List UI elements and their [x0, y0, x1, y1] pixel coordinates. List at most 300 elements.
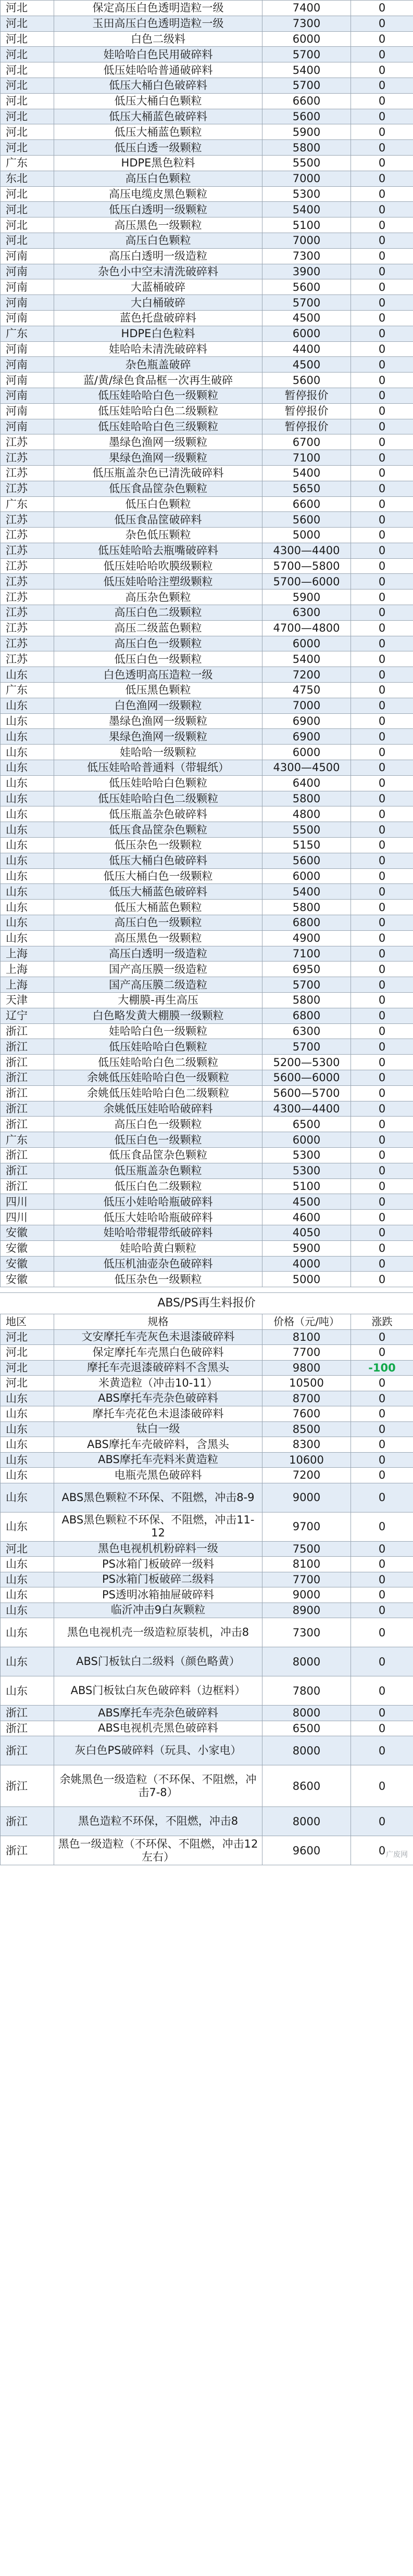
table-row — [1, 775, 413, 791]
price-cell: 5700 — [262, 78, 351, 93]
region-cell: 山东 — [1, 1587, 54, 1603]
spec-cell: 低压白透一级颗粒 — [54, 140, 262, 156]
region-cell: 河南 — [1, 403, 54, 419]
spec-cell: 高压黑色一级颗粒 — [54, 930, 262, 946]
spec-cell: 低压杂色一级颗粒 — [54, 838, 262, 853]
region-cell: 辽宁 — [1, 1008, 54, 1023]
spec-cell: 低压杂色一级颗粒 — [54, 1272, 262, 1287]
spec-cell: 文安摩托车壳灰色未退漆破碎料 — [54, 1329, 262, 1345]
spec-cell: 低压大桶蓝色破碎料 — [54, 884, 262, 900]
spec-cell: 低压娃哈哈普通料（带辊纸） — [54, 760, 262, 776]
price-cell: 8700 — [262, 1391, 351, 1406]
spec-cell: 低压娃哈哈白色二级颗粒 — [54, 791, 262, 806]
change-cell: 0 — [351, 1178, 413, 1194]
region-cell: 安徽 — [1, 1240, 54, 1256]
price-cell: 5700 — [262, 977, 351, 993]
price-cell: 5700—5800 — [262, 558, 351, 574]
region-cell: 浙江 — [1, 1085, 54, 1101]
spec-cell: 钛白一级 — [54, 1421, 262, 1437]
change-cell: 0 — [351, 295, 413, 311]
price-cell: 4500 — [262, 1194, 351, 1210]
table-row — [1, 1541, 413, 1557]
region-cell: 山东 — [1, 1557, 54, 1572]
change-cell: 0 — [351, 853, 413, 868]
spec-cell: 墨绿色渔网一级颗粒 — [54, 713, 262, 729]
region-cell: 河南 — [1, 357, 54, 373]
region-cell: 江苏 — [1, 620, 54, 636]
region-cell: 江苏 — [1, 450, 54, 466]
price-cell: 4800 — [262, 806, 351, 822]
change-cell: 0 — [351, 1587, 413, 1603]
table-row — [1, 279, 413, 295]
region-cell: 河北 — [1, 124, 54, 140]
table-row — [1, 683, 413, 698]
region-cell: 山东 — [1, 1512, 54, 1541]
price-cell: 5300 — [262, 186, 351, 202]
spec-cell: 低压白透明一级颗粒 — [54, 202, 262, 217]
price-cell: 4400 — [262, 341, 351, 357]
region-cell: 浙江 — [1, 1807, 54, 1836]
price-cell: 8000 — [262, 1647, 351, 1676]
spec-cell: PS冰箱门板破碎二级料 — [54, 1572, 262, 1587]
price-cell: 5900 — [262, 1240, 351, 1256]
spec-cell: 杂色低压颗粒 — [54, 528, 262, 543]
change-cell: 0 — [351, 605, 413, 621]
region-cell: 浙江 — [1, 1070, 54, 1085]
change-cell: 0 — [351, 775, 413, 791]
table-row — [1, 1807, 413, 1836]
change-cell: 0 — [351, 1163, 413, 1178]
change-cell: 0 — [351, 1647, 413, 1676]
table-row — [1, 1360, 413, 1376]
change-cell: 0 — [351, 310, 413, 326]
region-cell: 河南 — [1, 310, 54, 326]
price-cell: 7000 — [262, 698, 351, 713]
price-cell: 7200 — [262, 667, 351, 683]
change-cell: 0 — [351, 1557, 413, 1572]
price-cell: 6000 — [262, 745, 351, 760]
spec-cell: 低压娃哈哈白色颗粒 — [54, 775, 262, 791]
table-row — [1, 528, 413, 543]
change-cell: 0 — [351, 574, 413, 589]
table-row — [1, 1070, 413, 1085]
table-header-row — [1, 1314, 413, 1330]
spec-cell: 低压娃哈哈去瓶嘴破碎料 — [54, 543, 262, 558]
region-cell: 江苏 — [1, 465, 54, 481]
price-cell: 6800 — [262, 915, 351, 931]
price-cell: 4700—4800 — [262, 620, 351, 636]
price-cell: 7300 — [262, 1618, 351, 1647]
change-cell: 0 — [351, 155, 413, 171]
region-cell: 浙江 — [1, 1836, 54, 1865]
table-row — [1, 341, 413, 357]
table-row — [1, 745, 413, 760]
price-cell: 8900 — [262, 1603, 351, 1618]
change-cell: 0 — [351, 264, 413, 279]
table-row — [1, 171, 413, 186]
region-cell: 四川 — [1, 1194, 54, 1210]
change-cell: 0 — [351, 341, 413, 357]
table-row — [1, 930, 413, 946]
table-row — [1, 868, 413, 884]
spec-cell: 低压娃哈哈白色三级颗粒 — [54, 419, 262, 434]
region-cell: 河北 — [1, 93, 54, 109]
region-cell: 河北 — [1, 109, 54, 124]
table-row — [1, 481, 413, 496]
table-row — [1, 993, 413, 1008]
spec-cell: ABS摩托车壳杂色破碎料 — [54, 1706, 262, 1721]
table-row — [1, 838, 413, 853]
change-cell: -100 — [351, 1360, 413, 1376]
table-row — [1, 295, 413, 311]
spec-cell: 低压大娃哈哈瓶破碎料 — [54, 1210, 262, 1225]
price-cell: 6950 — [262, 962, 351, 977]
table-row — [1, 1345, 413, 1361]
table-row — [1, 1256, 413, 1272]
change-cell: 0 — [351, 543, 413, 558]
region-cell: 河北 — [1, 1329, 54, 1345]
spec-cell: 电瓶壳黑色破碎料 — [54, 1468, 262, 1483]
spec-cell: 低压大桶白色破碎料 — [54, 853, 262, 868]
spec-cell: 白色略发黄大棚膜一级颗粒 — [54, 1008, 262, 1023]
spec-cell: 杂色瓶盖破碎 — [54, 357, 262, 373]
spec-cell: 高压二级蓝色颗粒 — [54, 620, 262, 636]
change-cell: 0 — [351, 1406, 413, 1422]
price-cell: 5800 — [262, 140, 351, 156]
change-cell: 0 — [351, 1603, 413, 1618]
table-row — [1, 1603, 413, 1618]
change-cell: 0 — [351, 1437, 413, 1453]
price-cell: 9700 — [262, 1512, 351, 1541]
spec-cell: 蓝色托盘破碎料 — [54, 310, 262, 326]
change-cell: 0 — [351, 47, 413, 62]
price-cell: 6000 — [262, 636, 351, 651]
region-cell: 山东 — [1, 1468, 54, 1483]
change-cell: 0 — [351, 1070, 413, 1085]
price-cell: 暂停报价 — [262, 403, 351, 419]
price-cell: 5000 — [262, 528, 351, 543]
price-cell: 6000 — [262, 1132, 351, 1148]
price-cell: 4300—4500 — [262, 760, 351, 776]
region-cell: 浙江 — [1, 1147, 54, 1163]
spec-cell: 高压白色一级颗粒 — [54, 1117, 262, 1132]
change-cell: 0 — [351, 683, 413, 698]
region-cell: 浙江 — [1, 1736, 54, 1765]
table-row — [1, 465, 413, 481]
spec-cell: 低压娃哈哈白色二级颗粒 — [54, 403, 262, 419]
spec-cell: 低压大桶白色一级颗粒 — [54, 868, 262, 884]
table-row — [1, 760, 413, 776]
change-cell: 0 — [351, 1039, 413, 1055]
price-cell: 6500 — [262, 1721, 351, 1736]
table-row — [1, 78, 413, 93]
change-cell: 0 — [351, 1256, 413, 1272]
table-row — [1, 248, 413, 264]
table-row — [1, 729, 413, 745]
region-cell: 山东 — [1, 729, 54, 745]
price-cell: 5700 — [262, 47, 351, 62]
price-cell: 4750 — [262, 683, 351, 698]
change-cell: 0 — [351, 636, 413, 651]
spec-cell: ABS黑色颗粒不环保、不阻燃，冲击11-12 — [54, 1512, 262, 1541]
price-cell: 5400 — [262, 62, 351, 78]
region-cell: 河南 — [1, 295, 54, 311]
table-row — [1, 636, 413, 651]
header-price: 价格（元/吨） — [262, 1314, 351, 1330]
region-cell: 河北 — [1, 47, 54, 62]
region-cell: 山东 — [1, 1406, 54, 1422]
spec-cell: 保定高压白色透明造粒一级 — [54, 1, 262, 16]
spec-cell: 高压杂色颗粒 — [54, 589, 262, 605]
price-cell: 4500 — [262, 310, 351, 326]
change-cell: 0 — [351, 419, 413, 434]
table-row — [1, 109, 413, 124]
spec-cell: 余姚黑色一级造粒（不环保、不阻燃，冲击7-8） — [54, 1765, 262, 1807]
price-cell: 8100 — [262, 1329, 351, 1345]
table-row — [1, 326, 413, 341]
price-cell: 4300—4400 — [262, 543, 351, 558]
table-row — [1, 962, 413, 977]
region-cell: 广东 — [1, 326, 54, 341]
region-cell: 山东 — [1, 1437, 54, 1453]
price-cell: 8600 — [262, 1765, 351, 1807]
price-cell: 4050 — [262, 1225, 351, 1240]
price-cell: 5400 — [262, 465, 351, 481]
region-cell: 广东 — [1, 683, 54, 698]
price-cell: 10600 — [262, 1452, 351, 1468]
spec-cell: HDPE黑色粒料 — [54, 155, 262, 171]
spec-cell: 白色二级料 — [54, 31, 262, 47]
price-cell: 5700 — [262, 1039, 351, 1055]
price-cell: 9000 — [262, 1483, 351, 1512]
table-row — [1, 884, 413, 900]
spec-cell: 低压食品筐破碎料 — [54, 512, 262, 528]
price-cell: 5700—6000 — [262, 574, 351, 589]
price-cell: 5500 — [262, 822, 351, 838]
region-cell: 江苏 — [1, 512, 54, 528]
region-cell: 山东 — [1, 698, 54, 713]
change-cell: 0 — [351, 1391, 413, 1406]
table-row — [1, 1765, 413, 1807]
change-cell: 0 — [351, 1240, 413, 1256]
table-row — [1, 1587, 413, 1603]
table-row — [1, 1676, 413, 1706]
price-cell: 5600—6000 — [262, 1070, 351, 1085]
change-cell: 0 — [351, 1329, 413, 1345]
spec-cell: 娃哈哈带辊带纸破碎料 — [54, 1225, 262, 1240]
price-cell: 7300 — [262, 16, 351, 31]
price-cell: 暂停报价 — [262, 388, 351, 403]
change-cell: 0 — [351, 62, 413, 78]
change-cell: 0 — [351, 1452, 413, 1468]
table-row — [1, 155, 413, 171]
spec-cell: 娃哈哈白色一级颗粒 — [54, 1023, 262, 1039]
region-cell: 河南 — [1, 279, 54, 295]
region-cell: 河北 — [1, 1376, 54, 1391]
change-cell: 0 — [351, 977, 413, 993]
spec-cell: 高压白色颗粒 — [54, 233, 262, 248]
change-cell: 0 — [351, 1023, 413, 1039]
table-row — [1, 1055, 413, 1070]
change-cell: 0 — [351, 496, 413, 512]
spec-cell: 低压白色颗粒 — [54, 496, 262, 512]
change-cell: 0 — [351, 248, 413, 264]
table-row — [1, 1225, 413, 1240]
region-cell: 江苏 — [1, 636, 54, 651]
region-cell: 山东 — [1, 775, 54, 791]
price-cell: 6900 — [262, 729, 351, 745]
region-cell: 河北 — [1, 1360, 54, 1376]
table-row — [1, 1468, 413, 1483]
price-cell: 4000 — [262, 1256, 351, 1272]
price-cell: 8100 — [262, 1557, 351, 1572]
table-row — [1, 1512, 413, 1541]
table-row — [1, 1452, 413, 1468]
spec-cell: 保定摩托车壳黑白色破碎料 — [54, 1345, 262, 1361]
region-cell: 江苏 — [1, 528, 54, 543]
change-cell: 0 — [351, 1736, 413, 1765]
change-cell: 0 — [351, 109, 413, 124]
table-row — [1, 403, 413, 419]
table-row — [1, 1376, 413, 1391]
spec-cell: 余姚低压娃哈哈白色二级颗粒 — [54, 1085, 262, 1101]
spec-cell: 灰白色PS破碎料（玩具、小家电） — [54, 1736, 262, 1765]
price-cell: 5800 — [262, 993, 351, 1008]
region-cell: 浙江 — [1, 1101, 54, 1117]
change-cell: 0 — [351, 884, 413, 900]
table-row — [1, 543, 413, 558]
spec-cell: 娃哈哈一级颗粒 — [54, 745, 262, 760]
region-cell: 浙江 — [1, 1055, 54, 1070]
table-row — [1, 1, 413, 16]
spec-cell: ABS摩托车壳料米黄造粒 — [54, 1452, 262, 1468]
change-cell: 0 — [351, 1101, 413, 1117]
change-cell: 0 — [351, 16, 413, 31]
change-cell: 0 — [351, 900, 413, 915]
region-cell: 江苏 — [1, 543, 54, 558]
spec-cell: 高压白透明一级造粒 — [54, 946, 262, 962]
price-cell: 7000 — [262, 171, 351, 186]
spec-cell: ABS黑色颗粒不环保、不阻燃，冲击8-9 — [54, 1483, 262, 1512]
price-cell: 8000 — [262, 1807, 351, 1836]
table-row — [1, 1178, 413, 1194]
region-cell: 河南 — [1, 373, 54, 388]
change-cell: 0 — [351, 1272, 413, 1287]
region-cell: 河北 — [1, 186, 54, 202]
table-row — [1, 1421, 413, 1437]
spec-cell: 白色渔网一级颗粒 — [54, 698, 262, 713]
price-cell: 5600 — [262, 512, 351, 528]
table-row — [1, 1483, 413, 1512]
change-cell: 0 — [351, 868, 413, 884]
change-cell: 0 — [351, 481, 413, 496]
region-cell: 山东 — [1, 838, 54, 853]
region-cell: 山东 — [1, 1452, 54, 1468]
region-cell: 山东 — [1, 868, 54, 884]
table-row — [1, 1557, 413, 1572]
spec-cell: 余姚低压娃哈哈破碎料 — [54, 1101, 262, 1117]
region-cell: 河北 — [1, 78, 54, 93]
spec-cell: 高压白色一级颗粒 — [54, 915, 262, 931]
change-cell: 0 — [351, 1210, 413, 1225]
price-cell: 6500 — [262, 1117, 351, 1132]
spec-cell: 低压瓶盖杂色颗粒 — [54, 1163, 262, 1178]
spec-cell: HDPE白色粒料 — [54, 326, 262, 341]
price-cell: 7000 — [262, 233, 351, 248]
price-cell: 5600—5700 — [262, 1085, 351, 1101]
table-row — [1, 124, 413, 140]
spec-cell: 高压白透明一级造粒 — [54, 248, 262, 264]
table-row — [1, 512, 413, 528]
abs-section-title: ABS/PS再生料报价 — [0, 1292, 413, 1314]
region-cell: 江苏 — [1, 605, 54, 621]
change-cell: 0 — [351, 186, 413, 202]
region-cell: 浙江 — [1, 1117, 54, 1132]
price-cell: 5500 — [262, 155, 351, 171]
table-row — [1, 1163, 413, 1178]
spec-cell: 低压瓶盖杂色破碎料 — [54, 806, 262, 822]
spec-cell: 黑色电视机壳一级造粒原装机，冲击8 — [54, 1618, 262, 1647]
spec-cell: 墨绿色渔网一级颗粒 — [54, 434, 262, 450]
price-cell: 6600 — [262, 93, 351, 109]
region-cell: 河南 — [1, 248, 54, 264]
spec-cell: 临沂冲击9白灰颗粒 — [54, 1603, 262, 1618]
change-cell: 0 — [351, 993, 413, 1008]
abs-table-body — [1, 1314, 413, 1865]
change-cell: 0 — [351, 465, 413, 481]
change-cell: 0 — [351, 946, 413, 962]
table-row — [1, 1101, 413, 1117]
change-cell: 0 — [351, 962, 413, 977]
change-cell: 0 — [351, 822, 413, 838]
table-row — [1, 1706, 413, 1721]
price-cell: 4500 — [262, 357, 351, 373]
spec-cell: 低压食品筐杂色颗粒 — [54, 1147, 262, 1163]
table-row — [1, 713, 413, 729]
region-cell: 浙江 — [1, 1163, 54, 1178]
spec-cell: 国产高压膜一级造粒 — [54, 962, 262, 977]
spec-cell: ABS电视机壳黑色破碎料 — [54, 1721, 262, 1736]
price-cell: 6600 — [262, 496, 351, 512]
region-cell: 河南 — [1, 388, 54, 403]
price-cell: 6300 — [262, 605, 351, 621]
change-cell: 0 — [351, 930, 413, 946]
spec-cell: 玉田高压白色透明造粒一级 — [54, 16, 262, 31]
region-cell: 上海 — [1, 962, 54, 977]
region-cell: 安徽 — [1, 1272, 54, 1287]
change-cell: 0 — [351, 78, 413, 93]
change-cell: 0 — [351, 915, 413, 931]
region-cell: 安徽 — [1, 1225, 54, 1240]
table-row — [1, 915, 413, 931]
region-cell: 河北 — [1, 202, 54, 217]
region-cell: 山东 — [1, 667, 54, 683]
spec-cell: 杂色小中空末清洗破碎料 — [54, 264, 262, 279]
table-row — [1, 1085, 413, 1101]
change-cell: 0 — [351, 279, 413, 295]
table-row — [1, 202, 413, 217]
table-row — [1, 1647, 413, 1676]
change-cell: 0 — [351, 93, 413, 109]
region-cell: 山东 — [1, 760, 54, 776]
region-cell: 浙江 — [1, 1039, 54, 1055]
spec-cell: 大棚膜-再生高压 — [54, 993, 262, 1008]
price-cell: 7700 — [262, 1572, 351, 1587]
price-cell: 暂停报价 — [262, 419, 351, 434]
table-row — [1, 31, 413, 47]
table-row — [1, 434, 413, 450]
region-cell: 浙江 — [1, 1765, 54, 1807]
